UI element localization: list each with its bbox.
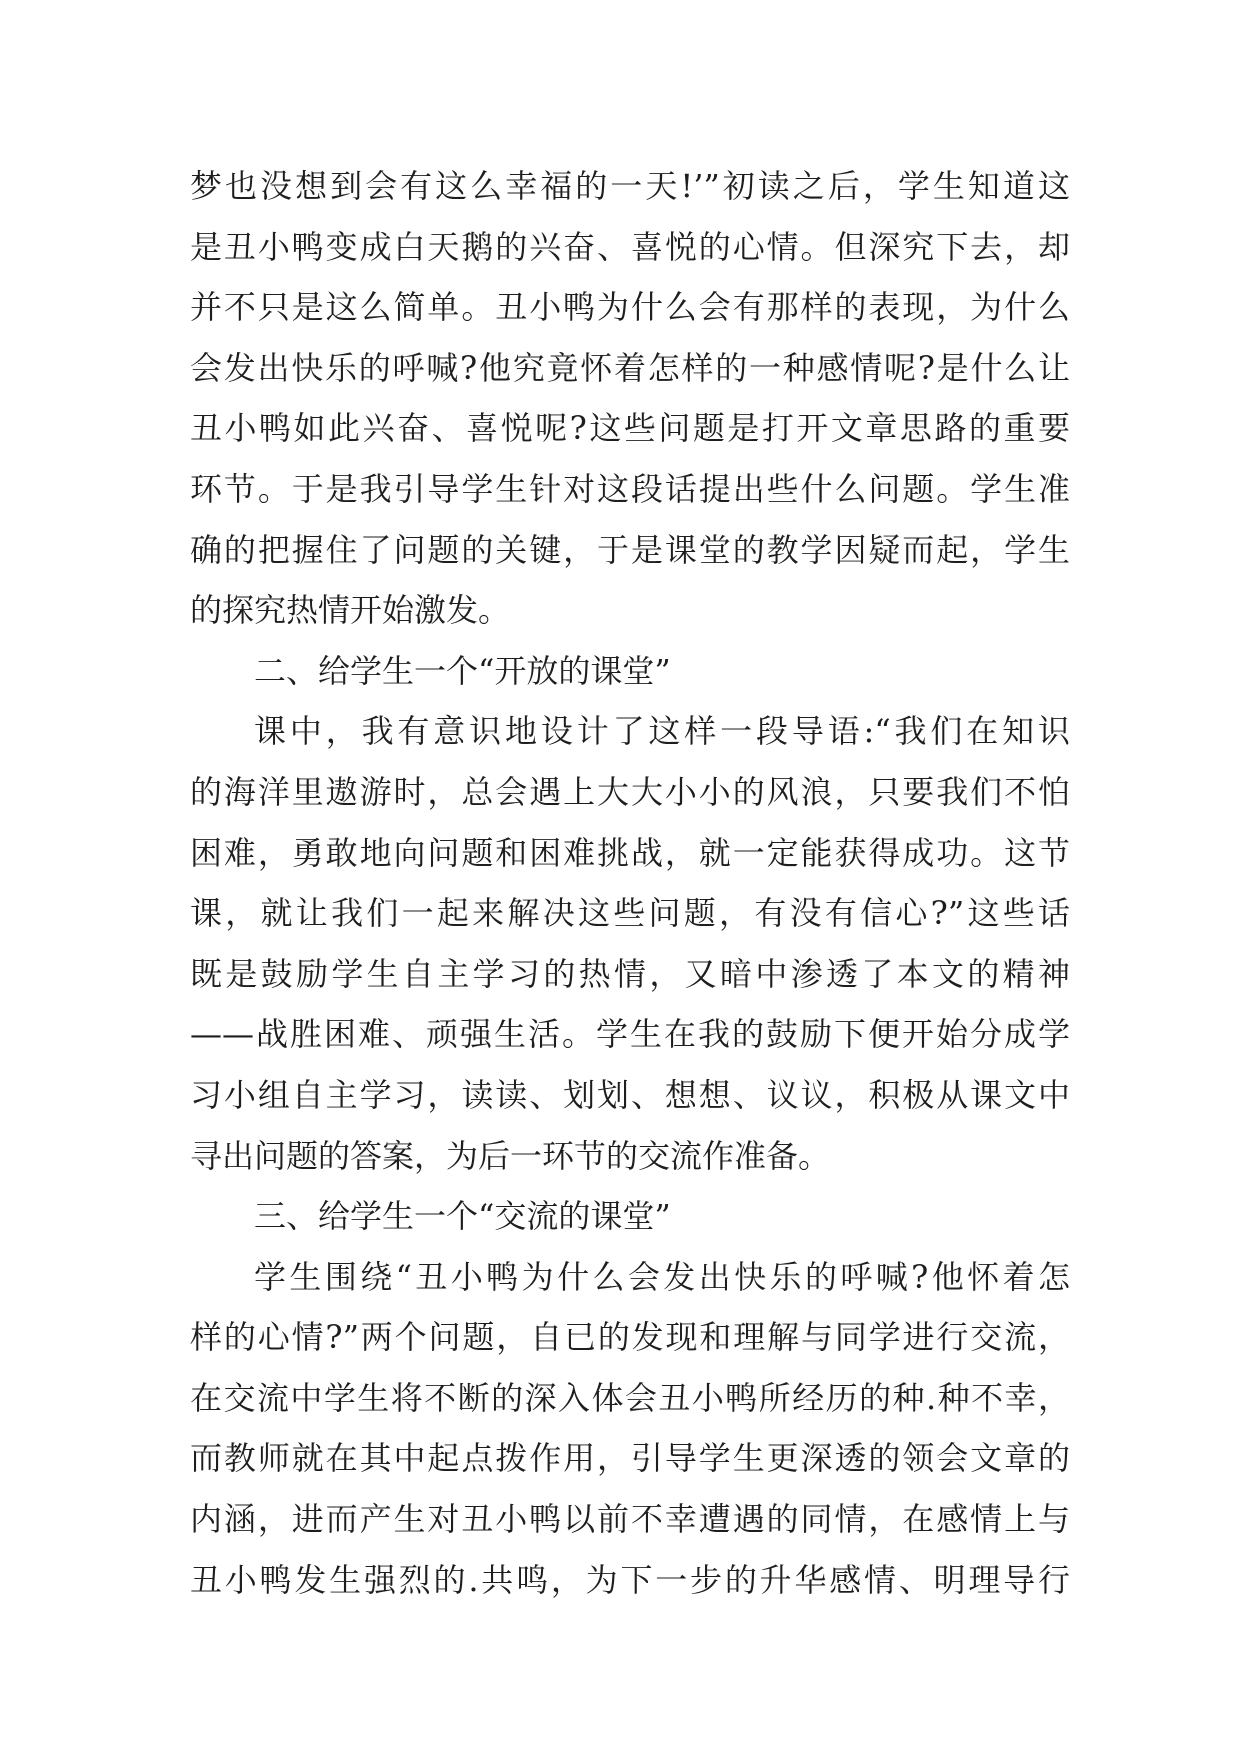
- text-line: 会发出快乐的呼喊?他究竟怀着怎样的一种感情呢?是什么让: [190, 348, 1070, 387]
- text-line: 困难，勇敢地向问题和困难挑战，就一定能获得成功。这节: [190, 833, 1070, 872]
- text-line: ——战胜困难、顽强生活。学生在我的鼓励下便开始分成学: [190, 1015, 1070, 1054]
- text-line: 内涵，进而产生对丑小鸭以前不幸遭遇的同情，在感情上与: [190, 1500, 1070, 1539]
- text-line: 丑小鸭如此兴奋、喜悦呢?这些问题是打开文章思路的重要: [190, 409, 1070, 448]
- text-line: 环节。于是我引导学生针对这段话提出些什么问题。学生准: [190, 469, 1070, 508]
- text-line: 并不只是这么简单。丑小鸭为什么会有那样的表现，为什么: [190, 288, 1070, 327]
- text-line: 在交流中学生将不断的深入体会丑小鸭所经历的种.种不幸，: [190, 1378, 1070, 1417]
- text-line: 梦也没想到会有这么幸福的一天!’”初读之后，学生知道这: [190, 167, 1070, 205]
- text-line: 丑小鸭发生强烈的.共鸣，为下一步的升华感情、明理导行: [190, 1560, 1070, 1599]
- text-line: 课中，我有意识地设计了这样一段导语:“我们在知识: [254, 712, 1070, 751]
- text-line: 学生围绕“丑小鸭为什么会发出快乐的呼喊?他怀着怎: [254, 1257, 1070, 1296]
- text-line: 样的心情?”两个问题，自已的发现和理解与同学进行交流，: [190, 1318, 1070, 1357]
- text-line: 是丑小鸭变成白天鹅的兴奋、喜悦的心情。但深究下去，却: [190, 227, 1070, 266]
- text-line: 课，就让我们一起来解决这些问题，有没有信心?”这些话: [190, 894, 1070, 933]
- section-heading: 三、给学生一个“交流的课堂”: [254, 1197, 671, 1236]
- text-line: 的海洋里遨游时，总会遇上大大小小的风浪，只要我们不怕: [190, 772, 1070, 811]
- text-line: 而教师就在其中起点拨作用，引导学生更深透的领会文章的: [190, 1439, 1070, 1478]
- text-line: 习小组自主学习，读读、划划、想想、议议，积极从课文中: [190, 1075, 1070, 1114]
- text-line: 寻出问题的答案，为后一环节的交流作准备。: [190, 1136, 831, 1175]
- text-line: 的探究热情开始激发。: [190, 591, 511, 630]
- text-line: 既是鼓励学生自主学习的热情，又暗中渗透了本文的精神: [190, 954, 1070, 993]
- section-heading: 二、给学生一个“开放的课堂”: [254, 651, 671, 690]
- text-line: 确的把握住了问题的关键，于是课堂的教学因疑而起，学生: [190, 530, 1070, 569]
- document-body: [190, 156, 1070, 1610]
